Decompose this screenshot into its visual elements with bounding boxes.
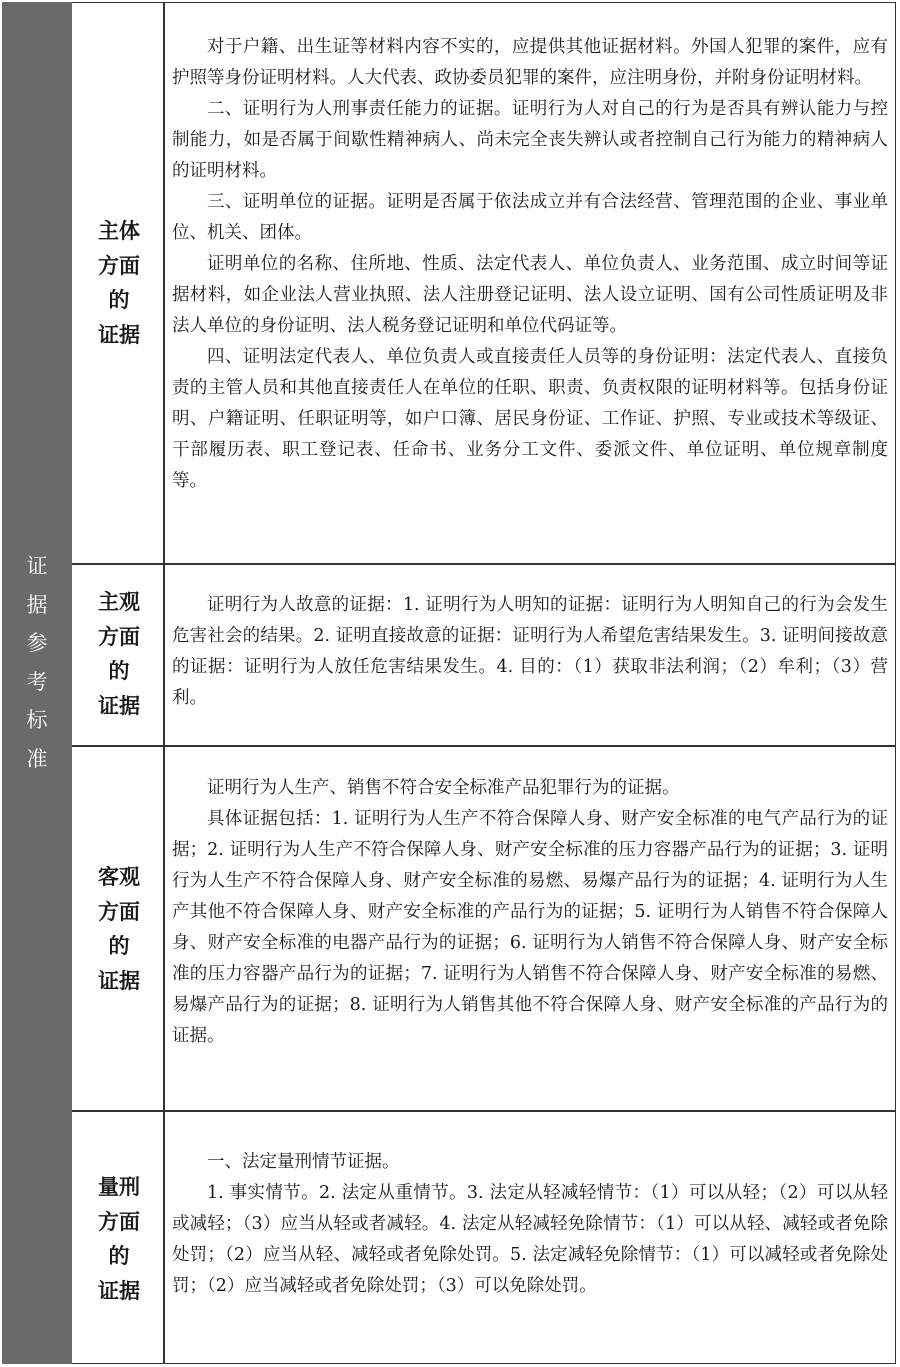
- sidebar-char: 标: [26, 708, 48, 732]
- label-line: 方面: [98, 898, 140, 924]
- sidebar-category: [2, 2, 72, 1364]
- paragraph: 三、证明单位的证据。证明是否属于依法成立并有合法经营、管理范围的企业、事业单位、机关、团体。: [172, 192, 888, 243]
- sidebar-char: 参: [26, 631, 48, 655]
- label-line: 主观: [98, 589, 140, 614]
- section-label-objective: [74, 860, 164, 998]
- sidebar-char: 证: [26, 554, 48, 578]
- paragraph: 证明行为人生产、销售不符合安全标准产品犯罪行为的证据。: [207, 778, 680, 798]
- sidebar-char: 准: [26, 746, 48, 771]
- section-content-objective: [172, 773, 888, 1052]
- label-line: 方面: [98, 252, 140, 278]
- row-divider: [72, 563, 896, 565]
- paragraph: 证明行为人故意的证据：1. 证明行为人明知的证据：证明行为人明知自己的行为会发生危害社会的结果。2. 证明直接故意的证据：证明行为人希望危害结果发生。3. 证明间接故意的证据：证明行为人放任危害结果发生。4. 目的：（1）获取非法利润；（2）牟利；（3）营利。: [172, 595, 888, 708]
- paragraph: 二、证明行为人刑事责任能力的证据。证明行为人对自己的行为是否具有辨认能力与控制能力，如是否属于间歇性精神病人、尚未完全丧失辨认或者控制自己行为能力的精神病人的证明材料。: [172, 99, 888, 181]
- section-content-subjective: [172, 590, 888, 714]
- section-content-subject: [172, 32, 888, 497]
- label-line: 主体: [98, 218, 140, 243]
- label-line: 量刑: [98, 1174, 140, 1199]
- sidebar-char: 据: [26, 592, 48, 617]
- section-label-subjective: [74, 585, 164, 723]
- label-line: 的: [108, 933, 130, 958]
- label-line: 客观: [98, 864, 140, 889]
- sidebar-char: 考: [26, 669, 48, 694]
- paragraph: 对于户籍、出生证等材料内容不实的，应提供其他证据材料。外国人犯罪的案件，应有护照等身份证明材料。人大代表、政协委员犯罪的案件，应注明身份，并附身份证明材料。: [172, 37, 888, 88]
- label-line: 证据: [98, 1277, 140, 1303]
- label-line: 证据: [98, 692, 140, 718]
- label-line: 证据: [98, 321, 140, 347]
- label-line: 的: [108, 1243, 130, 1268]
- label-line: 方面: [98, 623, 140, 649]
- paragraph: 1. 事实情节。2. 法定从重情节。3. 法定从轻减轻情节：（1）可以从轻；（2）可以从轻或减轻；（3）应当从轻或者减轻。4. 法定从轻减轻免除情节：（1）可以从轻、减轻或者免除处罚；（2）应当从轻、减轻或者免除处罚。5. 法定减轻免除情节：（1）可以减轻或者免除处罚；（2）应当减轻或者免除处罚；（3）可以免除处罚。: [172, 1183, 888, 1296]
- label-line: 的: [108, 287, 130, 312]
- row-divider: [72, 1110, 896, 1112]
- paragraph: 具体证据包括：1. 证明行为人生产不符合保障人身、财产安全标准的电气产品行为的证据；2. 证明行为人生产不符合保障人身、财产安全标准的压力容器产品行为的证据；3. 证明行为人生产不符合保障人身、财产安全标准的易燃、易爆产品行为的证据；4. 证明行为人生产其他不符合保障人身、财产安全标准的产品行为的证据；5. 证明行为人销售不符合保障人身、财产安全标准的电器产品行为的证据；6. 证明行为人销售不符合保障人身、财产安全标准的压力容器产品行为的证据；7. 证明行为人销售不符合保障人身、财产安全标准的易燃、易爆产品行为的证据；8. 证明行为人销售其他不符合保障人身、财产安全标准的产品行为的证据。: [172, 809, 888, 1046]
- section-content-sentencing: [172, 1147, 888, 1302]
- paragraph: 四、证明法定代表人、单位负责人或直接责任人员等的身份证明：法定代表人、直接负责的主管人员和其他直接责任人在单位的任职、职责、负责权限的证明材料等。包括身份证明、户籍证明、任职证明等，如户口簿、居民身份证、工作证、护照、专业或技术等级证、干部履历表、职工登记表、任命书、业务分工文件、委派文件、单位证明、单位规章制度等。: [172, 347, 888, 491]
- row-divider: [72, 745, 896, 747]
- label-line: 的: [108, 658, 130, 683]
- paragraph: 一、法定量刑情节证据。: [207, 1152, 400, 1172]
- section-label-subject: [74, 214, 164, 352]
- label-line: 方面: [98, 1208, 140, 1234]
- section-label-sentencing: [74, 1170, 164, 1308]
- paragraph: 证明单位的名称、住所地、性质、法定代表人、单位负责人、业务范围、成立时间等证据材料，如企业法人营业执照、法人注册登记证明、法人设立证明、国有公司性质证明及非法人单位的身份证明、法人税务登记证明和单位代码证等。: [172, 254, 888, 336]
- sidebar-title: [2, 547, 72, 778]
- label-line: 证据: [98, 967, 140, 993]
